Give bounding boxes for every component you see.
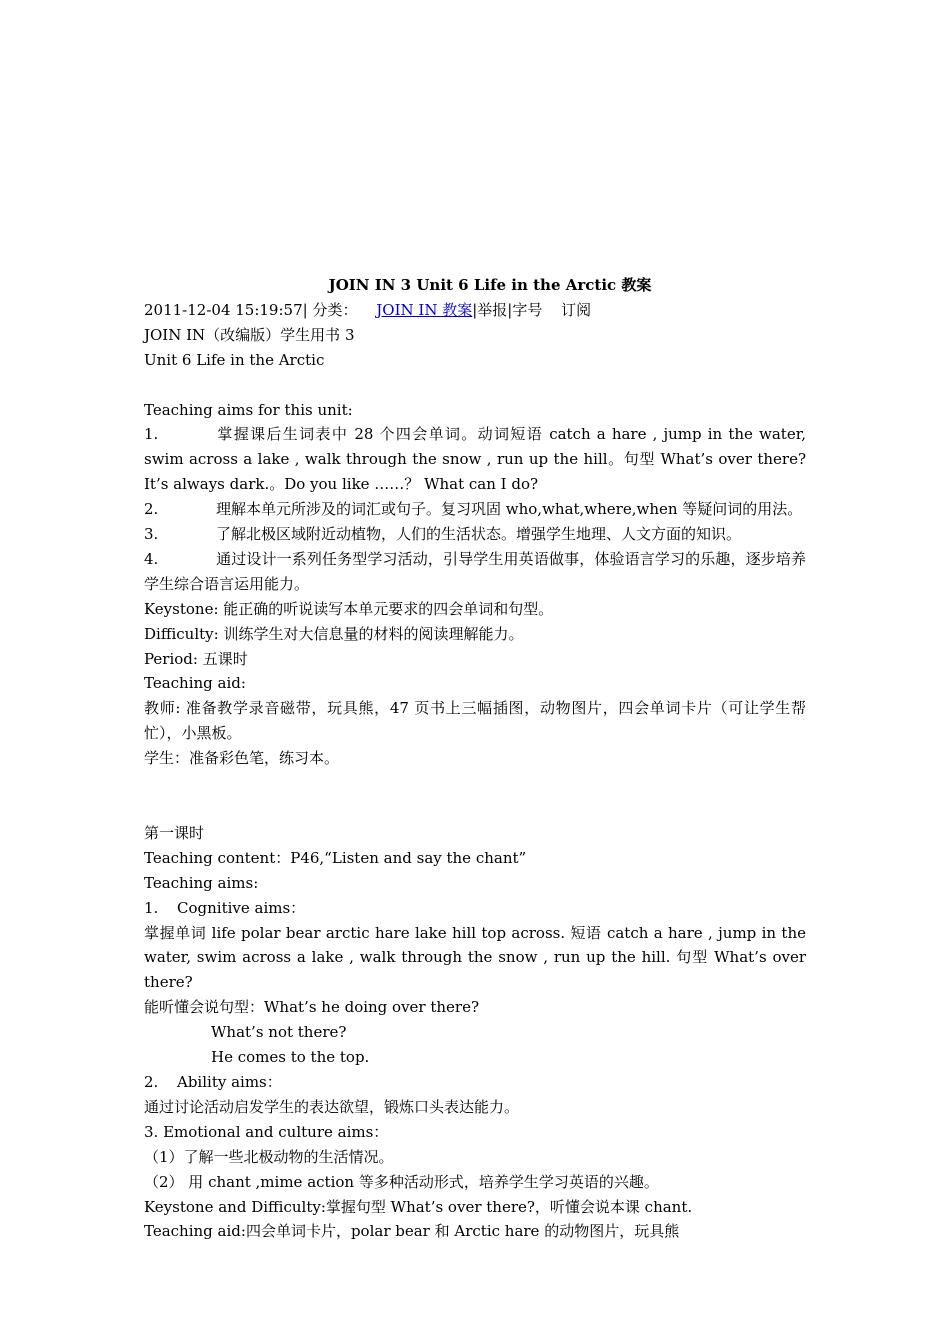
aim-text: 了解北极区域附近动植物，人们的生活状态。增强学生地理、人文方面的知识。 [216, 525, 742, 544]
aim-item-3 [144, 522, 806, 547]
aim-text: 理解本单元所涉及的词汇或句子。复习巩固 who,what,where,when 等疑问词的用法。 [216, 500, 803, 519]
emotional-aims-heading: 3. Emotional and culture aims： [144, 1122, 389, 1141]
aim-number: 3. [144, 525, 159, 544]
difficulty-line: Difficulty: 训练学生对大信息量的材料的阅读理解能力。 [144, 624, 524, 643]
meta-category-label: 分类： [312, 300, 358, 319]
unit-line: Unit 6 Life in the Arctic [144, 350, 325, 369]
document-body [144, 273, 806, 1244]
sentences-intro: 能听懂会说句型：What’s he doing over there? [144, 998, 480, 1017]
meta-date: 2011-12-04 15:19:57| [144, 300, 308, 319]
meta-line [144, 298, 806, 323]
cognitive-aims-text: 掌握单词 life polar bear arctic hare lake hill top across. 短语 catch a hare , jump in the water, swim across a lake , walk through the snow , run up the hill. 句型 What’s over there? [144, 923, 806, 992]
lesson1-keystone: Keystone and Difficulty:掌握句型 What’s over there?，听懂会说本课 chant. [144, 1197, 693, 1216]
aim-number: 1. [144, 425, 159, 444]
aim-item-4 [144, 547, 806, 597]
sentence-item: He comes to the top. [211, 1048, 370, 1067]
emotional-aim-1: （1）了解一些北极动物的生活情况。 [144, 1147, 394, 1166]
aim-text: 掌握课后生词表中 28 个四会单词。动词短语 catch a hare , jump in the water, swim across a lake , walk through the snow , run up the hill。句型 What’s over there? It’s always dark.。Do you like ……？ What can I do? [144, 425, 806, 494]
period-line: Period: 五课时 [144, 649, 248, 668]
lesson1-aid: Teaching aid:四会单词卡片，polar bear 和 Arctic hare 的动物图片，玩具熊 [144, 1222, 680, 1241]
subscribe-link[interactable]: 订阅 [561, 300, 592, 319]
emotional-aim-2: （2） 用 chant ,mime action 等多种活动形式，培养学生学习英语的兴趣。 [144, 1172, 659, 1191]
aim-item-1 [144, 422, 806, 497]
aim-item-2 [144, 497, 806, 522]
keystone-line: Keystone: 能正确的听说读写本单元要求的四会单词和句型。 [144, 599, 554, 618]
aims-heading: Teaching aims for this unit: [144, 400, 353, 419]
cognitive-label: Cognitive aims： [177, 898, 306, 917]
aim-text: 通过设计一系列任务型学习活动，引导学生用英语做事，体验语言学习的乐趣，逐步培养学生综合语言运用能力。 [144, 549, 806, 593]
category-link[interactable]: JOIN IN 教案 [376, 300, 473, 319]
lesson1-aims-label: Teaching aims: [144, 873, 259, 892]
meta-actions[interactable]: |举报|字号 [472, 300, 543, 319]
aid-heading: Teaching aid: [144, 674, 246, 693]
aim-number: 4. [144, 549, 159, 568]
aim-number: 2. [144, 500, 159, 519]
book-line: JOIN IN（改编版）学生用书 3 [144, 325, 355, 344]
sentence-item: What’s not there? [211, 1023, 347, 1042]
aid-teacher: 教师: 准备教学录音磁带，玩具熊，47 页书上三幅插图，动物图片，四会单词卡片（可让学生帮忙），小黑板。 [144, 699, 806, 743]
cognitive-number: 1. [144, 898, 159, 917]
lesson1-content: Teaching content：P46,“Listen and say the chant” [144, 848, 527, 867]
cognitive-aims-heading [144, 896, 806, 921]
ability-number: 2. [144, 1072, 159, 1091]
ability-aims-heading [144, 1070, 806, 1095]
document-title: JOIN IN 3 Unit 6 Life in the Arctic 教案 [328, 276, 652, 294]
lesson1-heading: 第一课时 [144, 823, 205, 842]
aid-student: 学生：准备彩色笔，练习本。 [144, 749, 340, 768]
ability-label: Ability aims： [177, 1072, 282, 1091]
ability-aims-text: 通过讨论活动启发学生的表达欲望，锻炼口头表达能力。 [144, 1097, 520, 1116]
